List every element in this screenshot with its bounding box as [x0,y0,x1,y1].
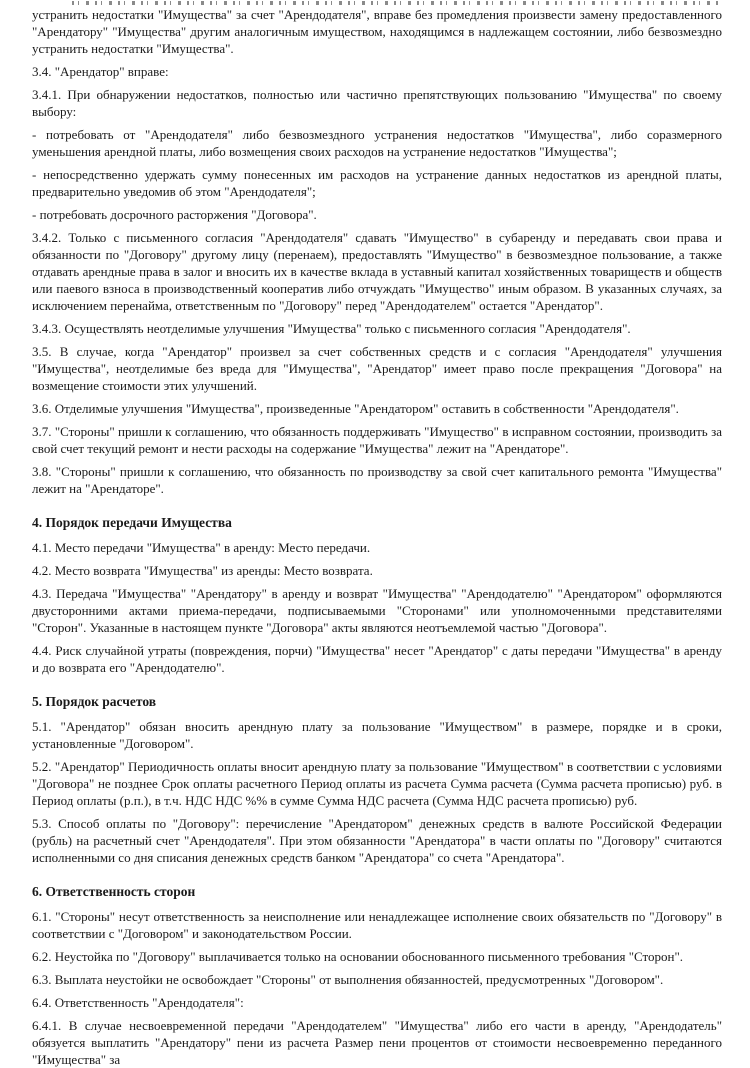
paragraph: 5.2. "Арендатор" Периодичность оплаты вносит арендную плату за пользование "Имуществом" в соответствии с условиями "Договора" не позднее Срок оплаты расчетного Период оплаты из расчета Сумма расчета (Сумма расчета прописью) руб. в Период оплаты (р.п.), в т.ч. НДС НДС %% в сумме Сумма НДС расчета (Сумма НДС расчета прописью) руб. [32,759,722,808]
paragraph: 3.4. "Арендатор" вправе: [32,64,169,79]
clipped-text-line [72,1,720,5]
paragraph: 6.3. Выплата неустойки не освобождает "Стороны" от выполнения обязанностей, предусмотренных "Договором". [32,972,664,987]
list-item: - непосредственно удержать сумму понесенных им расходов на устранение данных недостатков из арендной платы, предварительно уведомив об этом "Арендодателя"; [32,167,722,199]
paragraph: 4.4. Риск случайной утраты (повреждения, порчи) "Имущества" несет "Арендатор" с даты передачи "Имущества" в аренду и до возврата его "Арендодателю". [32,643,722,675]
paragraph: 6.2. Неустойка по "Договору" выплачивается только на основании обоснованного письменного требования "Сторон". [32,949,684,964]
paragraph: 3.7. "Стороны" пришли к соглашению, что обязанность поддерживать "Имущество" в исправном состоянии, производить за свой счет текущий ремонт и нести расходы на содержание "Имущества" лежит на "Арендаторе". [32,424,722,456]
paragraph: 3.4.1. При обнаружении недостатков, полностью или частично препятствующих пользованию "Имущества" по своему выбору: [32,87,722,119]
paragraph: 3.4.3. Осуществлять неотделимые улучшения "Имущества" только с письменного согласия "Арендодателя". [32,321,631,336]
paragraph: 6.1. "Стороны" несут ответственность за неисполнение или ненадлежащее исполнение своих обязательств по "Договору" в соответствии с "Договором" и законодательством России. [32,909,722,941]
paragraph: 6.4.1. В случае несвоевременной передачи "Арендодателем" "Имущества" либо его части в аренду, "Арендодатель" обязуется выплатить "Арендатору" пени из расчета Размер пени процентов от стоимости несвоевременно переданного "Имущества" за [32,1018,722,1067]
paragraph: 3.4.2. Только с письменного согласия "Арендодателя" сдавать "Имущество" в субаренду и передавать свои права и обязанности по "Договору" другому лицу (перенаем), предоставлять "Имущество" в безвозмездное пользование, а также отдавать арендные права в залог и вносить их в качестве вклада в уставный капитал хозяйственных товариществ и обществ или паевого взноса в производственный кооператив либо отчуждать "Имущество" иным образом. В указанных случаях, за исключением перенайма, ответственным по "Договору" перед "Арендодателем" остается "Арендатор". [32,230,722,313]
paragraph: 4.1. Место передачи "Имущества" в аренду: Место передачи. [32,540,371,555]
paragraph: устранить недостатки "Имущества" за счет "Арендодателя", вправе без промедления произвести замену предоставленного "Арендатору" "Имущества" другим аналогичным имуществом, находящимся в надлежащем состоянии, либо безвозмездно устранить недостатки "Имущества". [32,7,722,56]
section-heading: 6. Ответственность сторон [32,884,196,899]
paragraph: 3.8. "Стороны" пришли к соглашению, что обязанность по производству за свой счет капитального ремонта "Имущества" лежит на "Арендаторе". [32,464,722,496]
paragraph: 3.5. В случае, когда "Арендатор" произвел за счет собственных средств и с согласия "Арендодателя" улучшения "Имущества", неотделимые без вреда для "Имущества", "Арендатор" имеет право после прекращения "Договора" на возмещение стоимости этих улучшений. [32,344,722,393]
section-heading: 5. Порядок расчетов [32,694,157,709]
list-item: - потребовать досрочного расторжения "Договора". [32,207,317,222]
section-heading: 4. Порядок передачи Имущества [32,515,232,530]
paragraph: 3.6. Отделимые улучшения "Имущества", произведенные "Арендатором" оставить в собственности "Арендодателя". [32,401,679,416]
paragraph: 5.3. Способ оплаты по "Договору": перечисление "Арендатором" денежных средств в валюте Российской Федерации (рубль) на расчетный счет "Арендодателя". При этом обязанности "Арендатора" в части оплаты по "Договору" считаются исполненными со дня списания денежных средств банком "Арендатора" со счета "Арендатора". [32,816,722,865]
paragraph: 6.4. Ответственность "Арендодателя": [32,995,244,1010]
paragraph: 5.1. "Арендатор" обязан вносить арендную плату за пользование "Имуществом" в размере, порядке и в сроки, установленные "Договором". [32,719,722,751]
paragraph: 4.3. Передача "Имущества" "Арендатору" в аренду и возврат "Имущества" "Арендодателю" "Арендатором" оформляются двусторонними актами приема-передачи, подписываемыми "Сторонами" или уполномоченными представителями "Сторон". Указанные в настоящем пункте "Договора" акты являются неотъемлемой частью "Договора". [32,586,722,635]
paragraph: 4.2. Место возврата "Имущества" из аренды: Место возврата. [32,563,373,578]
document-body [32,6,722,1068]
list-item: - потребовать от "Арендодателя" либо безвозмездного устранения недостатков "Имущества", либо соразмерного уменьшения арендной платы, либо возмещения своих расходов на устранение недостатков "Имущества"; [32,127,722,159]
